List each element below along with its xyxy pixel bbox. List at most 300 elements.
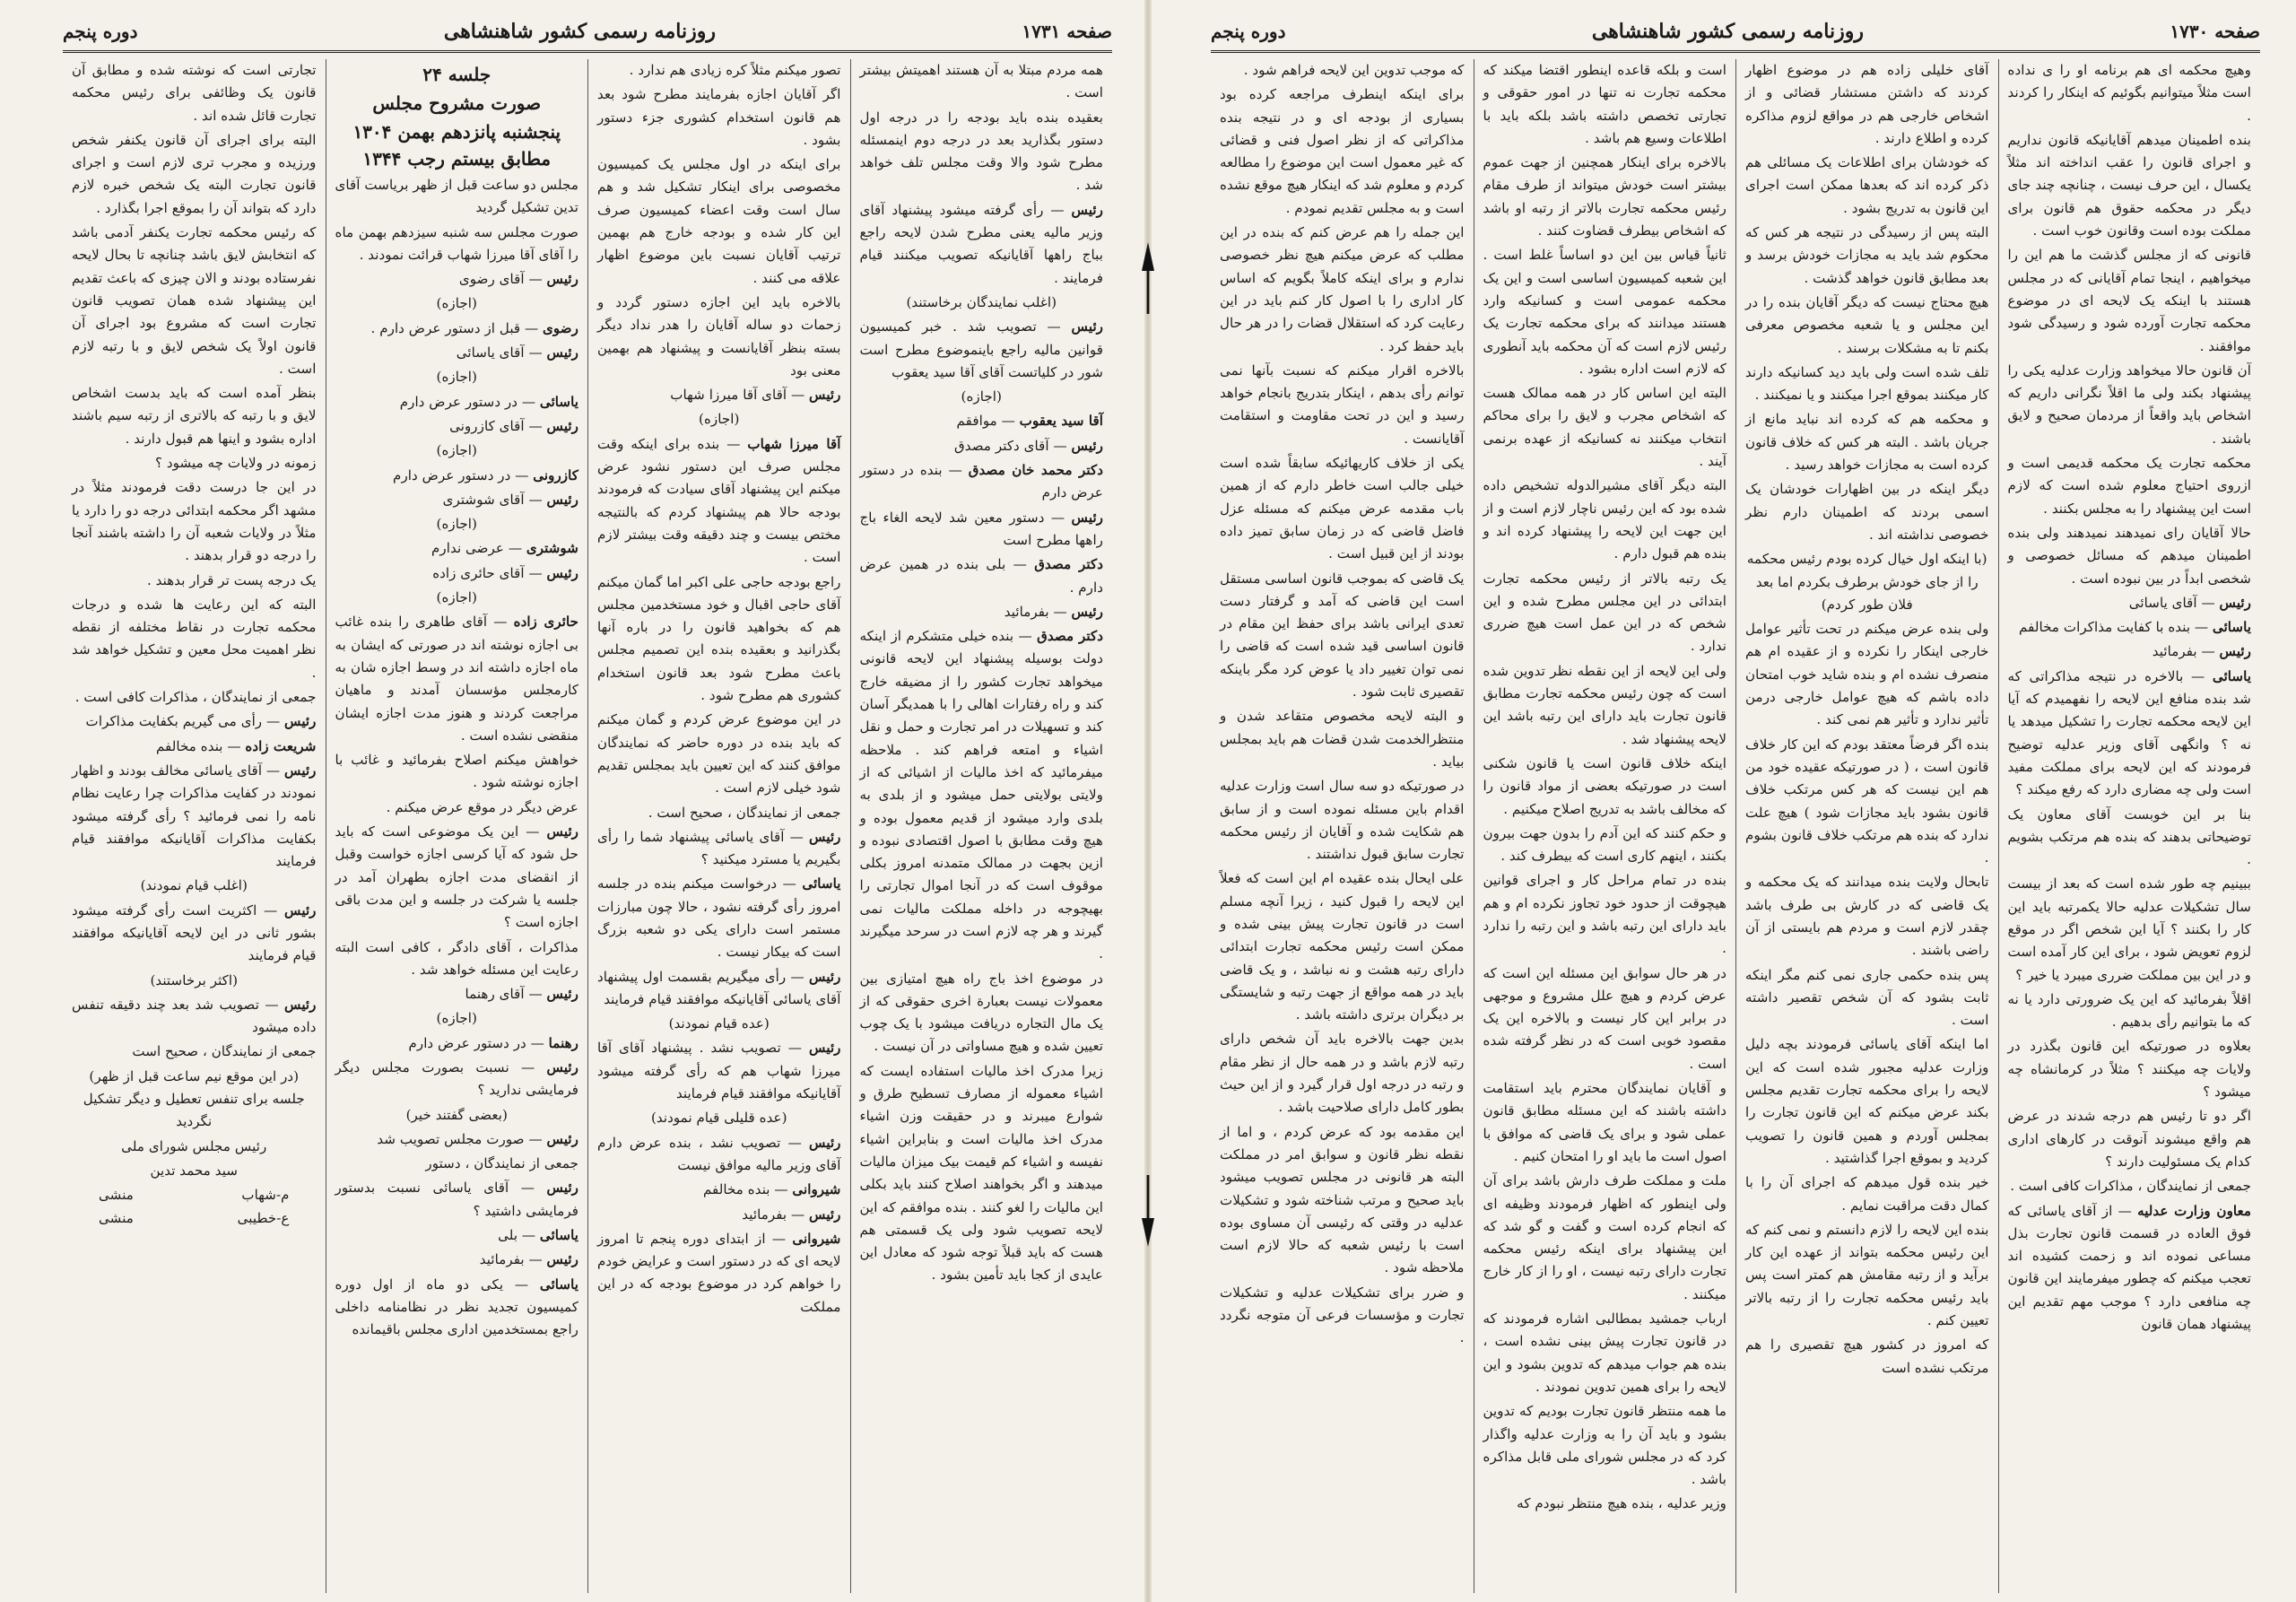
speaker-separator: — [509, 1180, 547, 1197]
session-heading: جلسه ۲۴ [422, 64, 491, 85]
paragraph [860, 410, 1104, 432]
paragraph [597, 83, 841, 152]
speaker-name: رئیس [1071, 603, 1103, 620]
paragraph-text: جمعی از نمایندگان ، مذاکرات کافی است . [74, 689, 317, 706]
paragraph-text: البته برای اجرای آن قانون یکنفر شخص ورزیده و مجرب تری لازم است و اجرای قانون تجارت البته یک شخص خبره لازم دارد که بتواند آن را بموقع اجرا بگذارد . [72, 131, 317, 216]
speaker-name: رهنما [548, 1034, 578, 1051]
paragraph [2008, 452, 2252, 520]
centered-note: (اجازه) [699, 411, 740, 428]
speaker-separator: — [719, 435, 748, 452]
paragraph-text: جمعی از نمایندگان ، صحیح است . [648, 804, 841, 821]
paragraph [597, 1132, 841, 1178]
paragraph [2008, 1200, 2252, 1336]
speaker-separator: — [487, 614, 514, 631]
paragraph [860, 459, 1104, 505]
speaker-separator: — [1044, 509, 1072, 526]
paragraph-text: یک درجه پست تر قرار بدهند . [147, 571, 317, 588]
speaker-name: رئیس [808, 968, 841, 985]
paragraph [1745, 59, 1989, 150]
paragraph [597, 153, 841, 290]
paragraph-text: جمعی از نمایندگان ، صحیح است [132, 1043, 317, 1060]
paragraph-text: ارباب جمشید بمطالبی اشاره فرمودند که در قانون تجارت پیش بینی نشده است ، بنده هم جواب میدهم که تدوین بشود و این لایحه را برای همین تدوین نمودند . [1483, 1310, 1726, 1395]
speaker-name: رئیس [546, 1058, 578, 1075]
speaker-name: رئیس [1071, 201, 1103, 218]
paragraph-text: که موجب تدوین این لایحه فراهم شود . [1243, 62, 1465, 78]
paragraph-text: که خودشان برای اطلاعات یک مسائلی هم ذکر کرده اند که بعدها ممکن است اجرای این قانون به تدریج بشود . [1745, 154, 1989, 216]
text-column [1474, 59, 1736, 1593]
speaker-separator: — [784, 828, 809, 845]
paragraph [1745, 1219, 1989, 1332]
speaker-separator: — [787, 387, 809, 404]
paragraph [2008, 1105, 2252, 1173]
speaker-name: رئیس [284, 901, 317, 919]
paragraph [335, 1057, 579, 1102]
paragraph-text: نسبت بصورت مجلس دیگر فرمایشی ندارید ؟ [335, 1058, 578, 1099]
speaker-separator: — [1013, 628, 1038, 645]
speaker-name: یاسائی [802, 875, 841, 892]
paragraph-text: ببینیم چه طور شده است که بعد از بیست سال تشکیلات عدلیه حالا یکمرتبه باید این کار را بکنند ؟ آیا این شخص اگر در موقع لزوم تعویض شود ، برای این کار آمده است و در این بین مملکت ضرری میبرد یا خیر ؟ [2007, 875, 2251, 983]
signatory-role: منشی [99, 1209, 134, 1226]
paragraph [1220, 705, 1465, 773]
speaker-separator: — [780, 1134, 809, 1151]
paragraph-text: بفرمائید [2152, 643, 2197, 660]
paragraph [72, 59, 317, 127]
paragraph-text: این یک موضوعی است که باید حل شود که آیا کرسی اجازه خواست وقبل از انقضای مدت اجازه بطهران آمد در جلسه یا شرکت در جلسه و این مدت باقی اجازه است ؟ [335, 823, 578, 931]
speaker-separator: — [2183, 667, 2213, 684]
paragraph-text: بنده اطمینان میدهم آقایانیکه قانون نداریم و اجرای قانون را عقب انداخته اند مثلاً یکسال ، این حرف نیست ، چنانچه چند جای دیگر در محکمه حقوق هم قانون برای مملکت بوده است وقانون خوب است . [2007, 131, 2251, 239]
paragraph [335, 318, 579, 340]
signature-line [72, 1184, 317, 1206]
paragraph-text: بفرمائید [742, 1206, 787, 1223]
paragraph [1220, 360, 1465, 450]
speaker-name: یاسائی [539, 393, 578, 410]
speaker-name: رئیس [2219, 643, 2251, 660]
paragraph-text: آقای یاسائی [2128, 594, 2197, 611]
paragraph [72, 129, 317, 220]
paragraph-text: زمونه در ولایات چه میشود ؟ [154, 455, 317, 472]
paragraph-text: جمعی از نمایندگان ، مذاکرات کافی است . [2010, 1178, 2251, 1195]
paragraph [2008, 59, 2252, 127]
paragraph [860, 601, 1104, 623]
paragraph-text: بنده اگر فرضاً معتقد بودم که این کار خلاف قانون است ، ( در صورتیکه عقیده خود من هم این نیست که هر کس مرتکب خلاف قانون بشود باید مجازات شود ) هیچ علت ندارد که بنده هم مرتکب خلاف قانون بشوم . [1745, 736, 1989, 866]
paragraph-text: و ضرر برای تشکیلات عدلیه و تشکیلات تجارت و مؤسسات فرعی آن متوجه نگردد . [1220, 1284, 1465, 1346]
speaker-separator: — [2112, 1202, 2138, 1219]
paragraph-text: تابحال ولایت بنده میدانند که یک محکمه و یک قاضی که در کارش بی طرف باشد چقدر لازم است و مردم هم بایستی از آن راضی باشند . [1745, 874, 1989, 959]
paragraph [1483, 1493, 1727, 1515]
paragraph-text: تلف شده است ولی باید دید کسانیکه دارند کار میکنند بموقع اجرا میکنند و یا نمیکنند . [1745, 363, 1989, 404]
speaker-separator: — [2190, 619, 2213, 636]
paragraph [1483, 152, 1727, 242]
paragraph-text: ملت و مملکت طرف دارش باشد برای آن ولی اینطور که اظهار فرمودند وظیفه ای که انجام کرده است و گفت و گو شد که این پیشنهاد برای اینکه رئیس محکمه تجارت دارای رتبه نیست ، او را از کار خارج میکنند . [1483, 1172, 1726, 1302]
paragraph-text: در هر حال سوابق این مسئله این است که عرض کردم و هیچ علل مشروع و موجهی در برابر این کار نیست و بالاخره این یک مقصود خوبی است که در نظر گرفته شده است . [1483, 964, 1726, 1072]
paragraph [2008, 129, 2252, 242]
speaker-separator: — [524, 986, 547, 1003]
paragraph [1483, 1170, 1727, 1306]
paragraph-text: اما اینکه آقای یاسائی فرمودند بچه دلیل وزارت عدلیه مجبور شده است که این لایحه را برای محکمه تجارت تقدیم مجلس بکند عرض میکنم که این قانون تجارت را بمجلس آوردم و همین قانون را تصویب کردید و بموقع اجرا گذاشتید . [1745, 1036, 1989, 1166]
paragraph-text: بنا بر این خوبست آقای معاون یک توضیحاتی بدهند که بنده هم مرتکب بشویم . [2007, 805, 2251, 868]
paragraph [2008, 522, 2252, 590]
paragraph [1745, 734, 1989, 870]
paragraph [1745, 871, 1989, 962]
paragraph [597, 709, 841, 799]
paragraph-text: وهیچ محکمه ای هم برنامه او را ی نداده است مثلاً میتوانیم بگوئیم که اینکار را کردند . [2007, 62, 2251, 124]
paragraph [2008, 873, 2252, 986]
text-column [1735, 59, 1998, 1593]
text-column [587, 59, 850, 1593]
masthead: روزنامه رسمی کشور شاهنشاهی [1591, 20, 1864, 43]
centered-note: (اجازه) [436, 1010, 477, 1027]
session-heading: پنجشنبه پانزدهم بهمن ۱۳۰۴ مطابق بیستم رجب ۱۳۴۴ [352, 121, 561, 170]
paragraph-text: تصویب شد بعد چند دقیقه تنفس داده میشود [72, 996, 317, 1036]
paragraph [597, 873, 841, 963]
paragraph [335, 465, 579, 487]
centered-note: (اجازه) [436, 442, 477, 459]
paragraph [860, 435, 1104, 457]
paragraph [335, 936, 579, 982]
speaker-name: رئیس [284, 762, 317, 779]
text-column [326, 59, 588, 1593]
paragraph [2008, 1035, 2252, 1103]
paragraph [1745, 222, 1989, 290]
paragraph [335, 415, 579, 438]
paragraph [597, 292, 841, 382]
speaker-separator: — [504, 540, 526, 557]
paragraph-text: عرض دیگر در موقع عرض میکنم . [386, 798, 578, 815]
paragraph [2008, 360, 2252, 450]
paragraph [335, 1128, 579, 1151]
paragraph-text: اینکه خلاف قانون است یا قانون شکنی است در صورتیکه بعضی از مواد قانون را که مخالف باشد به تدریج اصلاح میکنیم . [1483, 754, 1726, 817]
paragraph [597, 1204, 841, 1226]
paragraph-text: مذاکرات ، آقای دادگر ، کافی است البته رعایت این مسئله خواهد شد . [335, 938, 578, 978]
speaker-separator: — [1036, 318, 1072, 335]
paragraph-text: صورت مجلس سه شنبه سیزدهم بهمن ماه را آقای آقا میرزا شهاب قرائت نمودند . [335, 223, 578, 263]
speaker-name: شریعت زاده [245, 737, 317, 754]
paragraph [860, 316, 1104, 384]
paragraph [335, 1224, 579, 1247]
paragraph [72, 900, 317, 968]
paragraph [1483, 823, 1727, 868]
columns [63, 59, 1112, 1593]
paragraph-text: محکمه تجارت یک محکمه قدیمی است و ازروی احتیاج معلوم شده است که لازم است این پیشنهاد را به مجلس بکنند . [2007, 455, 2251, 517]
speaker-name: شیروانی [792, 1230, 841, 1247]
paragraph [860, 199, 1104, 290]
paragraph-text: البته این اساس کار در همه ممالک هست که اشخاص مجرب و لایق را برای محاکم انتخاب میکنند نه کسانیکه از عهده برنمی آیند . [1483, 385, 1726, 470]
paragraph-text: این جمله را هم عرض کنم که بنده در این مطلب که عرض میکنم هیچ نظر خصوصی ندارم و برای اینکه کاملاً بگویم که اساس کار اداری را با اصول کار کنم باید در این رعایت کرد که استقلال قضات را در هر حال باید حفظ کرد . [1220, 224, 1465, 354]
page-header [1211, 16, 2260, 47]
paragraph [1483, 59, 1727, 150]
speaker-separator: — [765, 1230, 793, 1247]
paragraph [860, 553, 1104, 599]
paragraph-text: که امروز در کشور هیچ تقصیری را هم مرتکب نشده است [1745, 1336, 1989, 1376]
paragraph-text: آقای یاسائی نسبت بدستور فرمایشی داشتید ؟ [335, 1180, 578, 1219]
speaker-name: رئیس [809, 1134, 841, 1151]
paragraph [1745, 292, 1989, 360]
paragraph [1483, 869, 1727, 960]
speaker-separator: — [1043, 201, 1072, 218]
speaker-name: رئیس [808, 387, 841, 404]
speaker-separator: — [787, 1206, 809, 1223]
paragraph [1220, 59, 1465, 82]
paragraph [1483, 475, 1727, 565]
speaker-name: رئیس [546, 1251, 578, 1268]
centered-note: رئیس مجلس شورای ملی [121, 1137, 267, 1154]
paragraph [1220, 867, 1465, 1026]
paragraph-text: است و بلکه قاعده اینطور اقتضا میکند که محکمه تجارت نه تنها در امور حقوقی و تجارتی تخصص داشته باشد بلکه باید با اطلاعات وسیع هم باشد . [1483, 62, 1726, 146]
session-heading: صورت مشروح مجلس [372, 92, 542, 114]
paragraph [2008, 244, 2252, 357]
paragraph-text: خواهش میکنم اصلاح بفرمائید و غائب با اجازه نوشته شود . [335, 752, 578, 791]
paragraph [335, 342, 579, 364]
paragraph [72, 570, 317, 592]
speaker-name: رئیس [546, 271, 578, 288]
speaker-separator: — [1005, 556, 1035, 573]
speaker-separator: — [2196, 594, 2220, 611]
signature-line [72, 1207, 317, 1230]
speaker-separator: — [520, 319, 544, 336]
speaker-name: یاسائی [539, 1227, 578, 1244]
speaker-name: رئیس [546, 1180, 579, 1197]
paragraph [1220, 775, 1465, 866]
paragraph [597, 966, 841, 1012]
speaker-name: شیروانی [792, 1181, 841, 1198]
paragraph-text: در دستور عرض دارم [408, 1034, 526, 1051]
paragraph-text: بنده این لایحه را لازم دانستم و نمی کنم که این رئیس محکمه بتواند از عهده این کار برآید و از رتبه مقامش هم کمتر است پس باید رئیس محکمه تجارت را از رتبه بالاتر تعیین کنم . [1745, 1221, 1989, 1329]
paragraph [1483, 962, 1727, 1075]
paragraph-text: بفرمائید [479, 1251, 525, 1268]
paragraph [1483, 382, 1727, 473]
paragraph-text: رأی گرفته میشود پیشنهاد آقای وزیر مالیه یعنی مطرح شدن لایحه راجع بباج راهها آقایانیکه تصویب میکنند قیام فرمایند . [859, 201, 1103, 286]
paragraph-text: مجلس دو ساعت قبل از ظهر بریاست آقای تدین تشکیل گردید [335, 177, 578, 216]
paragraph-text: اگر دو تا رئیس هم درجه شدند در عرض هم واقع میشوند آنوقت در کارهای اداری کدام یک مسئولیت دارند ؟ [2007, 1108, 2251, 1170]
paragraph [1220, 222, 1465, 358]
paragraph-text: قانونی که از مجلس گذشت ما هم این را میخواهیم ، اینجا تمام آقایانی که در مجلس هستند با اینکه یک لایحه ای در موضوع محکمه تجارت آورده شود و رسیدگی شود موافقند . [2007, 247, 2251, 354]
paragraph [335, 1032, 579, 1055]
paragraph [2008, 1175, 2252, 1197]
centered-note: (اجازه) [436, 295, 477, 312]
paragraph-text: که رئیس محکمه تجارت یکنفر آدمی باشد که انتخابش لایق باشد چنانچه تا بحال لایحه نفرستاده بودند و الان چیزی که باعث تقدیم این پیشنهاد شده همان تصویب قانون تجارت است که مشروع بود اجرای آن قانون اولاً یک شخص لایق و با رتبه لازم است . [72, 224, 317, 377]
paragraph-text: از آقای یاسائی که فوق العاده در قسمت قانون تجارت بذل مساعی نموده اند و زحمت کشیده اند تعجب میکنم که چطور میفرمایند این قانون چه منافعی دارد ؟ موجب مهم تقدیم این پیشنهاد همان قانون [2007, 1202, 2251, 1333]
term-label: دوره پنجم [63, 21, 138, 42]
paragraph-text: البته دیگر آقای مشیرالدوله تشخیص داده شده بود که این رئیس ناچار لازم است و از این جهت این لایحه را پیشنهاد کرده اند و بنده هم قبول دارم . [1483, 477, 1726, 562]
paragraph [1745, 408, 1989, 476]
paragraph-text: اگر آقایان اجازه بفرمایند مطرح شود بعد هم قانون استخدام کشوری جزء دستور بشود . [597, 86, 841, 148]
paragraph [1483, 1308, 1727, 1398]
paragraph [1745, 361, 1989, 407]
speaker-separator: — [524, 417, 547, 434]
signatory-name: ع-خطیبی [237, 1209, 290, 1226]
speaker-separator: — [2196, 643, 2220, 660]
paragraph [2008, 640, 2252, 663]
speaker-name: معاون وزارت عدلیه [2137, 1202, 2252, 1219]
paragraph [335, 222, 579, 267]
paragraph [1220, 1121, 1465, 1280]
centered-note: (اجازه) [961, 388, 1002, 405]
paragraph [1220, 1282, 1465, 1350]
paragraph-text: بنده در تمام مراحل کار و اجرای قوانین هیچوقت از حدود خود تجاوز نکرده ام و هم باید دارای این رتبه باشد و این رتبه را ندارد . [1483, 872, 1726, 957]
paragraph [72, 594, 317, 684]
paragraph [597, 433, 841, 570]
speaker-name: رئیس [546, 417, 578, 434]
centered-note: (اجازه) [436, 516, 477, 533]
paragraph [335, 562, 579, 585]
speaker-name: رئیس [1071, 318, 1104, 335]
paragraph [860, 59, 1104, 105]
paragraph-text: اکثریت است رأی گرفته میشود بشور ثانی در این لایحه آقایانیکه موافقند قیام فرمایند [72, 901, 317, 964]
paragraph [1220, 1028, 1465, 1119]
right-page [1148, 0, 2296, 1602]
paragraph-text: موافقم [956, 413, 997, 430]
paragraph-text: و آقایان نمایندگان محترم باید استقامت داشته باشند که این مسئله مطابق قانون عملی شود و برای یک قاضی که موافق با اصول است ما باید او را امتحان کنیم . [1483, 1080, 1726, 1164]
paragraph [1745, 618, 1989, 731]
paragraph [1483, 660, 1727, 751]
speaker-separator: — [524, 1130, 547, 1147]
paragraph [335, 983, 579, 1006]
paragraph [72, 222, 317, 380]
paragraph [1220, 568, 1465, 704]
speaker-separator: — [526, 1034, 549, 1051]
paragraph-text: برای اینکه در اول مجلس یک کمیسیون مخصوصی برای اینکار تشکیل شد و هم سال است وقت اعضاء کمیسیون صرف این کار شده و بودجه خارج هم بهمین ترتیب آقایان نسبت باین موضوع اظهار علاقه می کنند . [597, 156, 841, 286]
speaker-separator: — [942, 462, 969, 479]
paragraph-text: ولی این لایحه از این نقطه نظر تدوین شده است که چون رئیس محکمه تجارت مطابق قانون تجارت باید دارای این رتبه باشد این لایحه پیشنهاد شد . [1483, 662, 1726, 747]
paragraph-text: در صورتیکه دو سه سال است وزارت عدلیه اقدام باین مسئله نموده است و از سابق هم شکایت شده و آقایان از رئیس محکمه تجارت سابق قبول نداشتند . [1220, 778, 1465, 863]
speaker-name: رئیس [546, 823, 579, 840]
paragraph-text: رأی می گیریم بکفایت مذاکرات [85, 713, 263, 730]
speaker-separator: — [777, 875, 803, 892]
speaker-separator: — [262, 713, 284, 730]
paragraph-text: بعلاوه در صورتیکه این قانون بگذرد در ولایات چه میکنند ؟ مثلاً در کرمانشاه چه میشود ؟ [2007, 1038, 2251, 1101]
speaker-separator: — [770, 1181, 793, 1198]
speaker-separator: — [517, 393, 540, 410]
paragraph-text: آقای حائری زاده [432, 564, 525, 581]
paragraph-text: تصویب نشد ، بنده عرض دارم آقای وزیر مالیه موافق نیست [597, 1134, 841, 1173]
speaker-name: رضوی [543, 319, 578, 336]
paragraph-text: در موضوع اخذ باج راه هیچ امتیازی بین معمولات نیست بعبارة اخری حقوقی که از یک مال التجاره دریافت میشود با یک چوب تعیین شده و هیچ مساواتی در آن نیست . [859, 970, 1103, 1055]
paragraph [335, 1177, 579, 1223]
paragraph-text: رأی میگیریم بقسمت اول پیشنهاد آقای یاسائی آقایانیکه موافقند قیام فرمایند [597, 968, 841, 1007]
paragraph-text: بنده در دستور عرض دارم [859, 462, 1103, 501]
paragraph [1483, 568, 1727, 658]
paragraph [597, 1228, 841, 1319]
paragraph-text: آقای شوشتری [442, 491, 525, 508]
paragraph [1483, 244, 1727, 380]
speaker-name: رئیس [809, 1040, 841, 1057]
paragraph-text: تصویب شد . خبر کمیسیون قوانین مالیه راجع باینموضوع مطرح است شور در کلیاتست آقای آقا سید یعقوب [859, 318, 1103, 380]
paragraph [597, 59, 841, 82]
paragraph-text: آقای رهنما [465, 986, 525, 1003]
text-column [1211, 59, 1474, 1593]
speaker-separator: — [1048, 603, 1072, 620]
paragraph [597, 1179, 841, 1201]
speaker-name: آقا میرزا شهاب [747, 435, 841, 452]
paragraph-text: بلی [498, 1227, 518, 1244]
speaker-name: رئیس [808, 1206, 841, 1223]
paragraph [597, 826, 841, 872]
text-column [850, 59, 1113, 1593]
paragraph-text: ولی بنده عرض میکنم در تحت تأثیر عوامل خارجی اینکار را نکرده و از عقیده ام هم منصرف نشده ام و بنده شاید خوب امتحان داده باشم که هیچ عوامل خارجی درمن تأثیر ندارد و تأثیر هم نمی کند . [1745, 621, 1989, 728]
paragraph-text: تصویب نشد . پیشنهاد آقای آقا میرزا شهاب هم که رأی گرفته میشود آقایانیکه موافقند قیام فرمایند [597, 1040, 841, 1102]
paragraph [72, 710, 317, 733]
paragraph [72, 760, 317, 873]
paragraph-text: یکی دو ماه از اول دوره کمیسیون تجدید نظر در نظامنامه داخلی راجع بمستخدمین اداری مجلس باقیمانده [335, 1276, 578, 1338]
paragraph-text: و حکم کنند که این آدم را بدون جهت بیرون بکنند ، اینهم کاری است که بیطرف کند . [1483, 824, 1726, 865]
paragraph [1483, 753, 1727, 821]
paragraph [335, 611, 579, 747]
paragraph [72, 476, 317, 567]
speaker-name: رئیس [1071, 509, 1104, 526]
paragraph-text: در دستور عرض دارم [399, 393, 518, 410]
paragraph-text: ثانیاً قیاس بین این دو اساساً غلط است . این شعبه کمیسیون اساسی است و این یک محکمه عمومی است و کسانیکه وارد هستند میدانند که برای محکمه تجارت یک رئیس لازم است که آن محکمه باید آنطوری که لازم است اداره بشود . [1483, 247, 1726, 377]
paragraph-text: آقای خلیلی زاده هم در موضوع اظهار کردند که داشتن مستشار قضائی و از اشخاص خارجی هم در مواقع لزوم مذاکره کرده و اطلاع دارند . [1745, 62, 1989, 146]
centered-note: (اجازه) [436, 589, 477, 606]
paragraph [860, 625, 1104, 965]
paragraph [335, 1249, 579, 1271]
paragraph [597, 1037, 841, 1105]
paragraph-text: دیگر اینکه در بین اظهارات خودشان یک اسمی بردند که اطمینان دارم نظر خصوصی نداشته اند . [1745, 481, 1989, 543]
paragraph-text: آقای آقا میرزا شهاب [670, 387, 787, 404]
paragraph-text: آقای طاهری را بنده غائب بی اجازه نوشته اند در صورتی که ایشان به ماه اجازه داشته اند در وسط اجازه شان به کارمجلس مؤسسان آمدند و ماهیان مراجعت کردند و هنوز مدت اجازه ایشان منقضی نشده است . [335, 614, 578, 744]
paragraph [1745, 478, 1989, 546]
paragraph-text: بالاخره در نتیجه مذاکراتی که شد بنده منافع این لایحه را نفهمیدم که آیا این لایحه محکمه تجارت را تشکیل میدهد یا نه ؟ وانگهی آقای وزیر عدلیه توضیح فرمودند که این لایحه برای مملکت مفید است ولی چه مضاری دارد که رفع میکند ؟ [2007, 667, 2251, 798]
page-number: صفحه ۱۷۳۱ [1022, 21, 1112, 42]
paragraph [2008, 616, 2252, 639]
paragraph [72, 994, 317, 1040]
paragraph-text: بنظر آمده است که باید بدست اشخاص لایق و با رتبه که بالاتری از رتبه سیم باشند اداره بشود و اینها هم قبول دارند . [72, 385, 317, 447]
paragraph-text: دستور معین شد لایحه الغاء باج راهها مطرح است [859, 509, 1103, 548]
speaker-separator: — [524, 1251, 547, 1268]
paragraph-text: صورت مجلس تصویب شد [377, 1130, 525, 1147]
paragraph-text: آقای رضوی [458, 271, 525, 288]
paragraph-text: یکی از خلاف کاریهائیکه سابقاً شده است خیلی جالب است خاطر دارم که از همین باب مقدمه عرض میکنم که مسئله عزل فاضل قاضی که در زمان سابق تمیز داده بودند از این قبیل است . [1220, 455, 1465, 562]
paragraph-text: وزیر عدلیه ، بنده هیچ منتظر نبودم که [1517, 1495, 1726, 1512]
speaker-name: دکتر محمد خان مصدق [968, 462, 1104, 479]
paragraph-text: اقلاً بفرمائید که این یک ضرورتی دارد یا نه که ما بتوانیم رأی بدهیم . [2007, 990, 2251, 1031]
paragraph [597, 802, 841, 824]
paragraph [1745, 1033, 1989, 1170]
centered-note: (اکثر برخاستند) [150, 971, 239, 988]
paragraph [335, 174, 579, 220]
paragraph-text: بنده با کفایت مذاکرات مخالفم [2019, 619, 2191, 636]
paragraph-text: این مقدمه بود که عرض کردم ، و اما از نقطه نظر قانون و سوابق امر در مملکت البته هر قانونی در مجلس تصویب میشود باید صحیح و مرتب شناخته شود و تشکیلات عدلیه در وقتی که رئیسی آن مساوی بوده است با رئیس شعبه که حالا لازم است ملاحظه شود . [1220, 1123, 1465, 1276]
paragraph [72, 452, 317, 475]
speaker-name: رئیس [809, 828, 841, 845]
paragraph [72, 686, 317, 709]
paragraph-text: یک قاضی که بموجب قانون اساسی مستقل است این قاضی که آمد و گرفتار دست تعدی ایرانی باشد برای حفظ این مقام در قانون اساسی قید شده است که قاضی را نمی توان تغییر داد یا عوض کرد مگر باینکه تقصیری ثابت شود . [1220, 570, 1465, 701]
text-column [1998, 59, 2261, 1593]
paragraph-text: بنده خیلی متشکرم از اینکه دولت بوسیله پیشنهاد این لایحه قانونی میخواهد تجارت کشور را از مضیقه خارج کند و راه رفتارات اهالی را با همدیگر آسان کند و تسهیلات در امر تجارت و حمل و نقل اشیاء و امتعه فراهم کند . ملاحظه میفرمائید که اخذ مالیات از اشیائی که از ولایتی بولایتی حمل میشود و از بلدی به بلدی وارد میشود از قدیم معمول بوده و هیچ وقت مطابق با اصول اقتصادی نبوده و ازین بجهت در ممالک متمدنه امروز بکلی موقوف است که در آنجا اموال تجارتی را بهیچوجه در داخله مملکت مالیات نمی گیرند و هر چه لازم است در سرحد میگیرند . [859, 628, 1103, 962]
paragraph-text: همه مردم مبتلا به آن هستند اهمیتش بیشتر است . [859, 62, 1103, 101]
paragraph [335, 268, 579, 291]
paragraph-text: بالاخره برای اینکار همچنین از جهت عموم بیشتر است خودش میتواند از طرف مقام رئیس محکمه تجارت بالاتر از رتبه او باشد که اشخاص بیطرف قضاوت کنند . [1483, 154, 1726, 239]
speaker-separator: — [509, 1058, 547, 1075]
paragraph [72, 736, 317, 758]
paragraph [335, 391, 579, 414]
speaker-separator: — [780, 1040, 809, 1057]
paragraph-text: تجارتی است که نوشته شده و مطابق آن قانون یک وظائفی برای رئیس محکمه تجارت قائل شده اند . [72, 62, 317, 124]
paragraph [1745, 152, 1989, 220]
paragraph-text: بلی بنده در همین عرض دارم . [859, 556, 1103, 596]
speaker-name: رئیس [546, 564, 578, 581]
speaker-name: رئیس [546, 986, 578, 1003]
speaker-separator: — [996, 413, 1020, 430]
speaker-separator: — [262, 762, 284, 779]
speaker-separator: — [524, 271, 547, 288]
paragraph-text: از ابتدای دوره پنجم تا امروز لایحه ای که در دستور است و عرایض خودم را خواهم کرد در موضوع بودجه که در این مملکت [597, 1230, 841, 1315]
paragraph [335, 537, 579, 560]
paragraph-text: بنده مخالفم [155, 737, 223, 754]
paragraph-text: و البته لایحه مخصوص متقاعد شدن و منتظرالخدمت شدن قضات هم باید بمجلس بیاید . [1220, 708, 1465, 770]
speaker-name: رئیس [283, 713, 317, 730]
paragraph [335, 749, 579, 795]
